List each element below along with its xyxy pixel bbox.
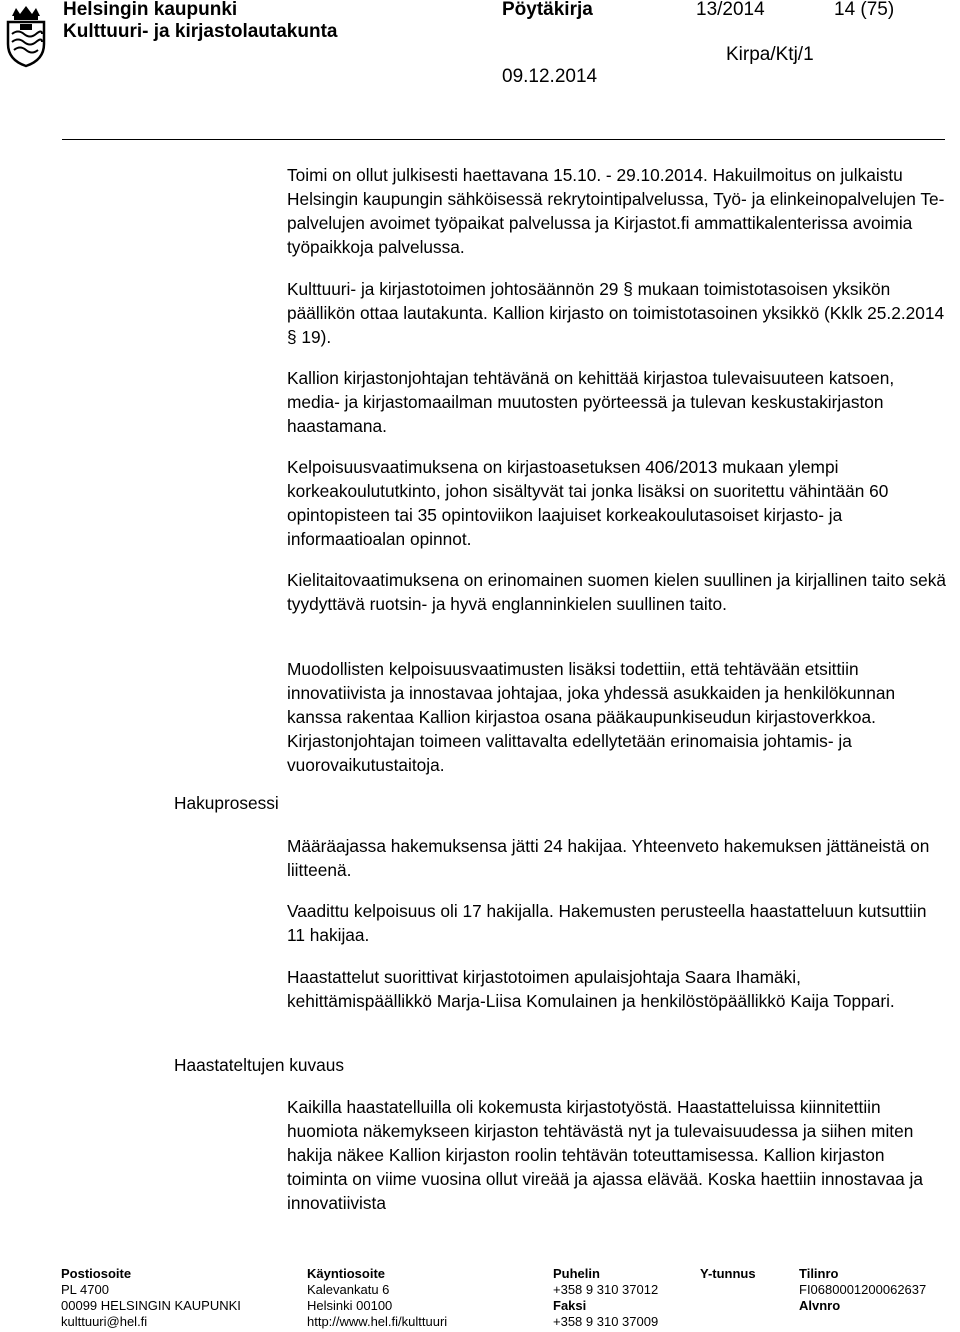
footer-value: FI0680001200062637 xyxy=(799,1282,927,1297)
footer-label: Faksi xyxy=(553,1298,587,1313)
document-date: 09.12.2014 xyxy=(502,66,598,87)
page-number: 14 (75) xyxy=(834,0,895,20)
footer-value: 00099 HELSINGIN KAUPUNKI xyxy=(61,1298,241,1313)
footer-postiosoite xyxy=(61,1266,241,1330)
footer-label: Käyntiosoite xyxy=(307,1266,386,1281)
side-heading-hakuprosessi: Hakuprosessi xyxy=(174,793,279,813)
footer-label: Alvnro xyxy=(799,1298,841,1313)
paragraph-hakijat: Määräajassa hakemuksensa jätti 24 hakijaa. Yhteenveto hakemuksen jättäneistä on liitteenä. xyxy=(287,836,930,880)
header-divider xyxy=(62,139,945,140)
footer-label: Postiosoite xyxy=(61,1266,132,1281)
paragraph-johtosaanto: Kulttuuri- ja kirjastotoimen johtosäännön 29 § mukaan toimistotasoisen yksikön päällikön ottaa lautakunta. Kallion kirjasto on toimistotasoinen yksikkö (Kklk 25.2.2014 § 19). xyxy=(287,279,945,347)
reference-code: Kirpa/Ktj/1 xyxy=(726,44,814,65)
footer-tilinro xyxy=(799,1266,926,1314)
paragraph-haastatellut: Kaikilla haastatelluilla oli kokemusta kirjastotyöstä. Haastatteluissa kiinnitettiin huomiota näkemykseen kirjaston tehtävästä nyt ja tulevaisuudessa ja siihen miten hakija näkee Kallion kirjaston roolin tehtävän toteuttamisessa. Kallion kirjaston toiminta on viime vuosina ollut vireää ja ajassa elävää. Koska haettiin innostavaa ja innovatiivista xyxy=(287,1097,923,1213)
paragraph-tehtava: Kallion kirjastonjohtajan tehtävänä on kehittää kirjastoa tulevaisuuteen katsoen, media- ja kirjastomaailman muutosten pyörteessä ja tulevan keskustakirjaston haastamana. xyxy=(287,368,895,436)
city-name: Helsingin kaupunki xyxy=(63,0,238,20)
footer-label: Y-tunnus xyxy=(700,1266,756,1281)
paragraph-kelpoiset: Vaadittu kelpoisuus oli 17 hakijalla. Hakemusten perusteella haastatteluun kutsuttiin 11 hakijaa. xyxy=(287,901,927,945)
side-heading-haastateltujen: Haastateltujen kuvaus xyxy=(174,1055,345,1075)
document-number: 13/2014 xyxy=(696,0,765,20)
footer-value: +358 9 310 37012 xyxy=(553,1282,659,1297)
paragraph-muodolliset: Muodollisten kelpoisuusvaatimusten lisäksi todettiin, että tehtävään etsittiin innovatiivista ja innostavaa johtajaa, joka yhdessä asukkaiden ja henkilökunnan kanssa rakentaa Kallion kirjastoa osana pääkaupunkiseudun kirjastoverkkoa. Kirjastonjohtajan toimeen valittavalta edellytetään erinomaisia johtamis- ja vuorovaikutustaitoja. xyxy=(287,659,896,775)
footer-value: +358 9 310 37009 xyxy=(553,1314,659,1329)
paragraph-haku-ilmoitus: Toimi on ollut julkisesti haettavana 15.10. - 29.10.2014. Hakuilmoitus on julkaistu Helsingin kaupungin sähköisessä rekrytointipalvelussa, Työ- ja elinkeinopalvelujen Te-palvelujen avoimet työpaikat palvelussa ja Kirjastot.fi ammattikalenterissa avoimia työpaikkoja palvelussa. xyxy=(287,165,945,257)
footer-puhelin xyxy=(553,1266,658,1330)
footer-value: PL 4700 xyxy=(61,1282,109,1297)
document-type: Pöytäkirja xyxy=(502,0,593,20)
footer-kayntiosoite xyxy=(307,1266,447,1330)
footer-label: Puhelin xyxy=(553,1266,600,1281)
paragraph-kielitaito: Kielitaitovaatimuksena on erinomainen suomen kielen suullinen ja kirjallinen taito sekä tyydyttävä ruotsin- ja hyvä englanninkielen suullinen taito. xyxy=(287,570,946,614)
paragraph-haastattelijat: Haastattelut suorittivat kirjastotoimen apulaisjohtaja Saara Ihamäki, kehittämispäällikkö Marja-Liisa Komulainen ja henkilöstöpäällikkö Kaija Toppari. xyxy=(287,967,895,1011)
footer-value: Helsinki 00100 xyxy=(307,1298,393,1313)
footer-value: Kalevankatu 6 xyxy=(307,1282,390,1297)
paragraph-kelpoisuus: Kelpoisuusvaatimuksena on kirjastoasetuksen 406/2013 mukaan ylempi korkeakoulututkinto, johon sisältyvät tai jonka lisäksi on suoritettu vähintään 60 opintopisteen tai 35 opintoviikon laajuiset korkeakoulutasoiset kirjasto- ja informaatioalan opinnot. xyxy=(287,457,889,549)
footer-email[interactable]: kulttuuri@hel.fi xyxy=(61,1314,148,1329)
footer-label: Tilinro xyxy=(799,1266,839,1281)
footer-ytunnus xyxy=(700,1266,756,1282)
helsinki-coat-of-arms-icon xyxy=(4,4,48,68)
committee-name: Kulttuuri- ja kirjastolautakunta xyxy=(63,21,338,42)
footer-website-link[interactable]: http://www.hel.fi/kulttuuri xyxy=(307,1314,448,1329)
